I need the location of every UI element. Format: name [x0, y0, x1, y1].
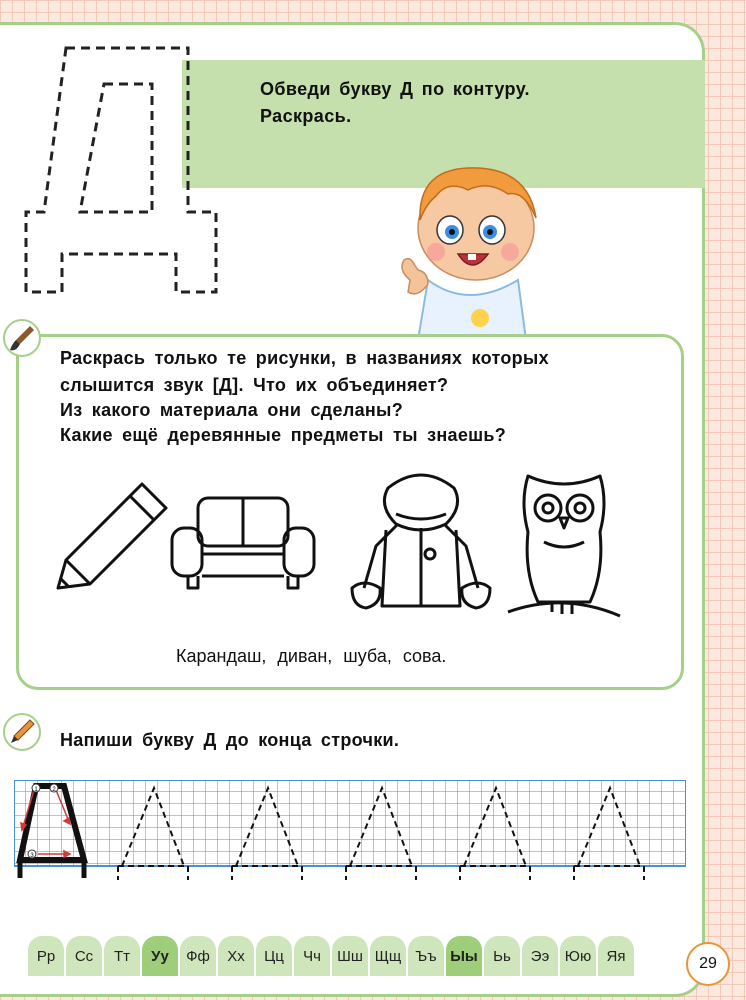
alphabet-tab-hard-sign[interactable]: Ъъ — [408, 936, 444, 976]
alphabet-tab-tt[interactable]: Тт — [104, 936, 140, 976]
task2-line4: Какие ещё деревянные предметы ты знаешь? — [60, 425, 507, 445]
alphabet-tab-ss[interactable]: Сс — [66, 936, 102, 976]
alphabet-tab-soft-sign[interactable]: Ьь — [484, 936, 520, 976]
pencil-picture[interactable] — [54, 478, 174, 592]
alphabet-tab-yu[interactable]: Юю — [560, 936, 596, 976]
owl-picture[interactable] — [504, 472, 624, 624]
pencil-icon — [2, 712, 42, 752]
alphabet-tab-ya[interactable]: Яя — [598, 936, 634, 976]
alphabet-tab-uu[interactable]: Уу — [142, 936, 178, 976]
alphabet-tab-rr[interactable]: Рр — [28, 936, 64, 976]
task1-instruction — [260, 76, 530, 130]
alphabet-tab-hh[interactable]: Хх — [218, 936, 254, 976]
alphabet-strip — [28, 936, 634, 976]
task3-instruction: Напиши букву Д до конца строчки. — [60, 730, 400, 750]
alphabet-tab-ff[interactable]: Фф — [180, 936, 216, 976]
alphabet-tab-shch[interactable]: Щщ — [370, 936, 406, 976]
stroke-number-3: 3 — [30, 853, 34, 859]
task2-line1: Раскрась только те рисунки, в названиях которых — [60, 348, 549, 368]
fur-coat-picture[interactable] — [346, 466, 496, 616]
task1-line2: Раскрась. — [260, 106, 352, 126]
stroke-number-2: 2 — [52, 787, 56, 793]
alphabet-tab-ch[interactable]: Чч — [294, 936, 330, 976]
task2-line2: слышится звук [Д]. Что их объединяет? — [60, 375, 449, 395]
alphabet-tab-y[interactable]: Ыы — [446, 936, 482, 976]
task1-line1: Обведи букву Д по контуру. — [260, 79, 530, 99]
paintbrush-icon — [2, 318, 42, 358]
page-number: 29 — [686, 942, 730, 986]
task2-line3: Из какого материала они сделаны? — [60, 400, 404, 420]
writing-practice-grid[interactable] — [14, 780, 686, 890]
pictures-caption: Карандаш, диван, шуба, сова. — [176, 646, 447, 666]
stroke-number-1: 1 — [34, 787, 38, 793]
alphabet-tab-ts[interactable]: Цц — [256, 936, 292, 976]
alphabet-tab-sh[interactable]: Шш — [332, 936, 368, 976]
boy-illustration — [388, 160, 548, 340]
sofa-picture[interactable] — [168, 492, 318, 592]
alphabet-tab-e[interactable]: Ээ — [522, 936, 558, 976]
dashed-letter-d — [20, 42, 220, 294]
